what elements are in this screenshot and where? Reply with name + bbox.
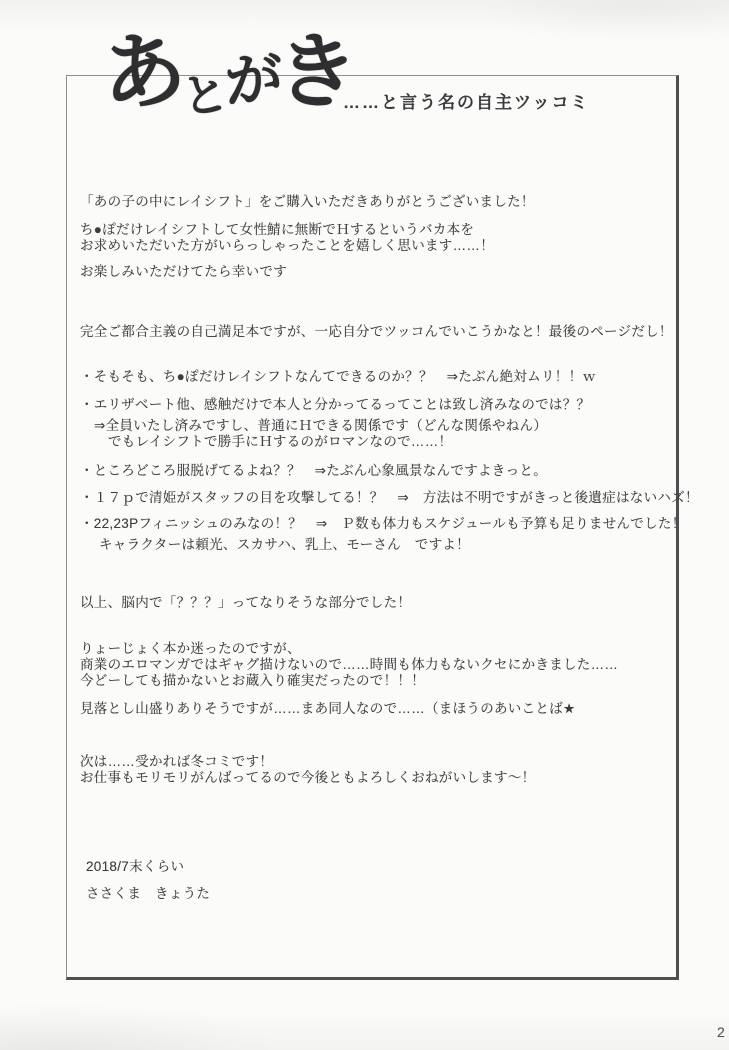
tsukkomi-item-2-reply-cont: でもレイシフトで勝手にＨするのがロマンなので……！ [108,434,453,449]
thanks-line-4: お楽しみいただけてたら幸いです [80,264,287,279]
title-char-1: あ [98,21,190,123]
notes-line-2: 商業のエロマンガではギャグ描けないので……時間も体力もないクセにかきました…… [80,657,619,672]
notes-line-4: 見落とし山盛りありそうですが……まあ同人なので……（まほうのあいことば★ [80,701,576,716]
thanks-line-3: お求めいただいた方がいらっしゃったことを嬉しく思います……！ [80,238,494,253]
tsukkomi-item-2-reply: ⇒全員いたし済みですし、普通にＨできる関係です（どんな関係やねん） [94,418,548,433]
page-number: 2 [717,1024,725,1040]
title-char-2: と [178,66,232,124]
title-char-4: き [273,24,361,121]
tsukkomi-item-1: ・そもそも、ち●ぽだけレイシフトなんてできるのか？？ ⇒たぶん絶対ムリ！！ｗ [80,369,597,384]
intro-line: 完全ご都合主義の自己満足本ですが、一応自分でツッコんでいこうかなと！最後のページだし！ [80,324,673,339]
thanks-line-1: 「あの子の中にレイシフト」をご購入いただきありがとうございました！ [80,194,535,209]
tsukkomi-item-4: ・１７ｐで清姫がスタッフの目を攻撃してる！？ ⇒ 方法は不明ですがきっと後遺症はないハズ！ [80,490,699,505]
thanks-line-2: ち●ぽだけレイシフトして女性鯖に無断でＨするというバカ本を [80,222,475,237]
page-subtitle: ……と言う名の自主ツッコミ [343,93,590,112]
notes-line-1: りょーじょく本か迷ったのですが、 [80,641,301,656]
tsukkomi-item-5: ・22,23Pフィニッシュのみなの！？ ⇒ Ｐ数も体力もスケジュールも予算も足りませんでした！ [80,516,686,531]
tsukkomi-item-2: ・エリザベート他、感触だけで本人と分かってるってことは致し済みなのでは？？ [80,397,591,412]
tsukkomi-item-3: ・ところどころ服脱げてるよね？？ ⇒たぶん心象風景なんですよきっと。 [80,463,548,478]
closing-line-2: お仕事もモリモリがんばってるので今後ともよろしくおねがいします～！ [80,770,536,785]
summary-line: 以上、脳内で「？？？」ってなりそうな部分でした！ [80,595,412,610]
author-line: ささくま きょうた [86,886,211,901]
title-char-3: が [222,46,286,115]
tsukkomi-item-5-note: キャラクターは頼光、スカサハ、乳上、モーさん ですよ！ [99,537,470,552]
closing-line-1: 次は……受かれば冬コミです！ [80,754,274,769]
notes-line-3: 今どーしても描かないとお蔵入り確実だったので！！！ [80,673,425,688]
date-line: 2018/7末くらい [86,859,185,874]
